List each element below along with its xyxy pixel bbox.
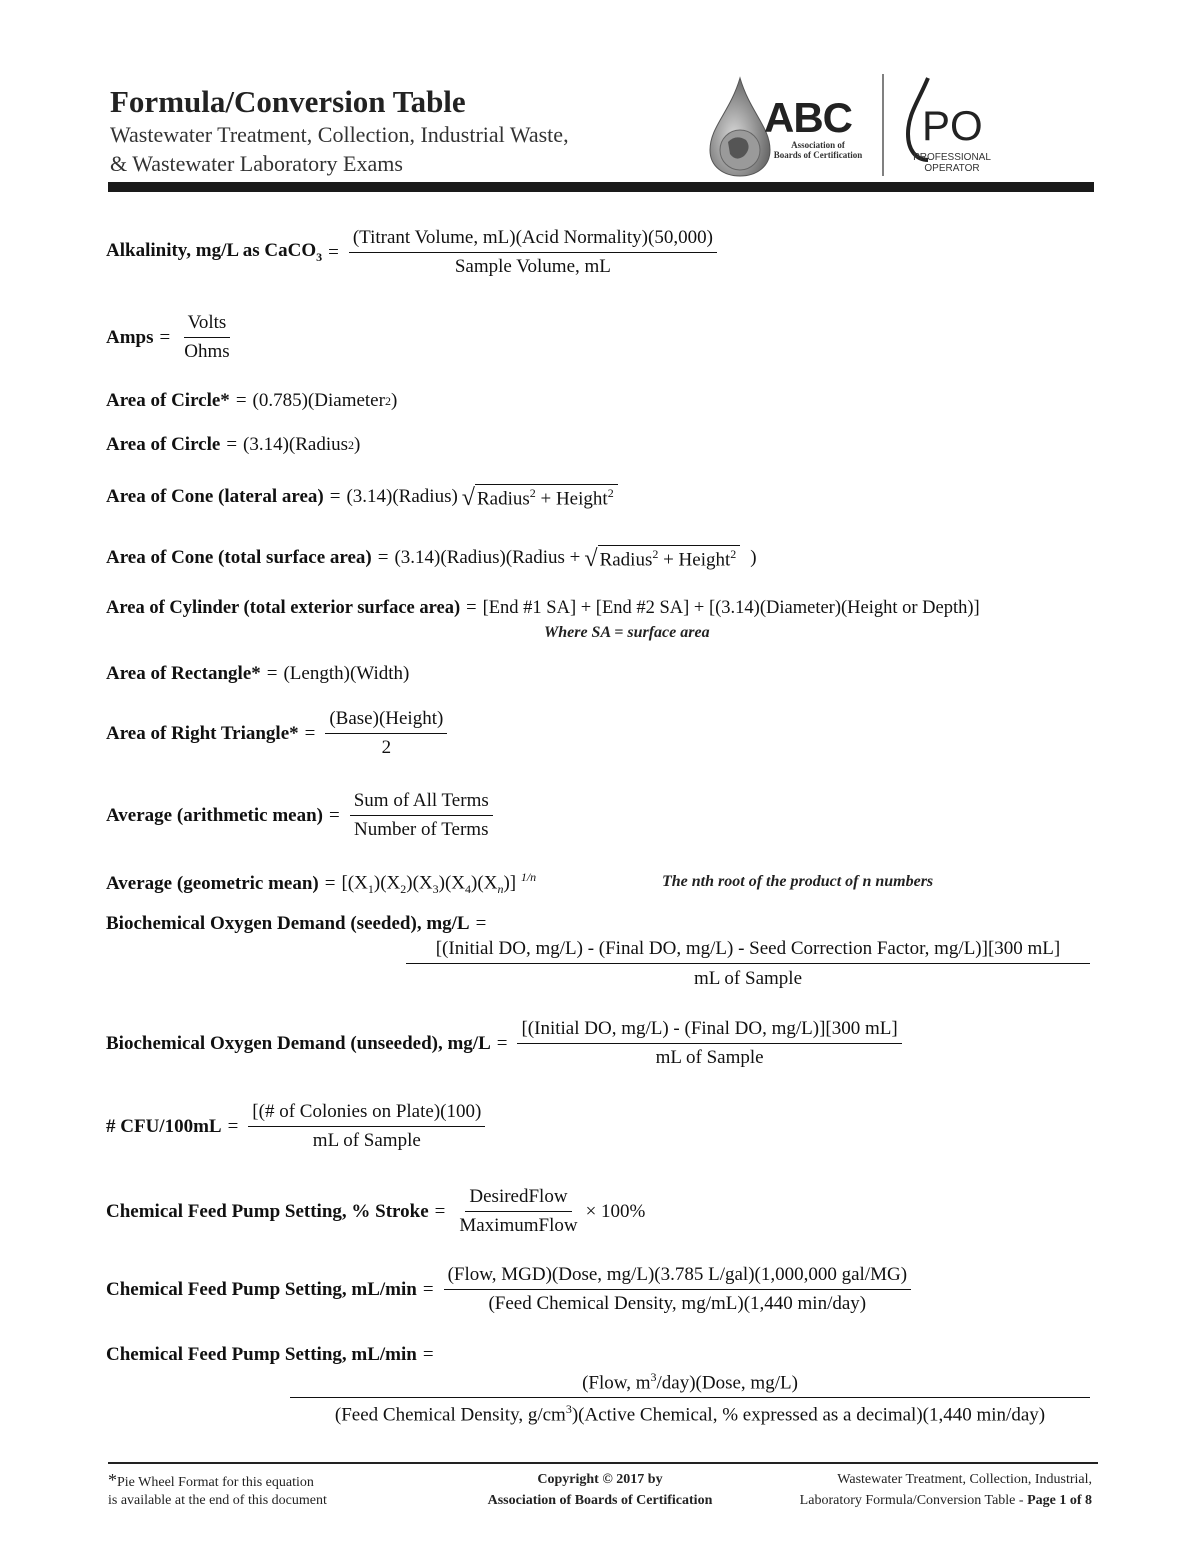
- numerator: Sum of All Terms: [350, 790, 493, 816]
- formula-cfu: [106, 1101, 489, 1152]
- abc-logo-caption-2: Boards of Certification: [773, 150, 863, 160]
- formula-average-arithmetic: [106, 790, 497, 841]
- equals-sign: =: [422, 1344, 434, 1365]
- formula-expression: (0.785)(Diameter: [252, 390, 385, 411]
- label-subscript: 3: [316, 249, 323, 264]
- formula-label: Area of Right Triangle*: [106, 722, 299, 744]
- formula-label: Biochemical Oxygen Demand (seeded), mg/L: [106, 913, 470, 934]
- equals-sign: =: [266, 663, 278, 684]
- formula-expression: (3.14)(Radius: [243, 434, 349, 455]
- formula-label: # CFU/100mL: [106, 1115, 222, 1137]
- fraction: [180, 312, 233, 363]
- equals-sign: =: [324, 872, 336, 894]
- footer-right-line-1: Wastewater Treatment, Collection, Industrial,: [837, 1472, 1092, 1487]
- equals-sign: =: [496, 1032, 508, 1054]
- equals-sign: =: [227, 1115, 239, 1137]
- header-divider: [108, 182, 1094, 192]
- denominator: (Feed Chemical Density, $g/cm^3)(Active$ Chemical, % expressed as a decimal)(1,440 min/day): [334, 1402, 1046, 1426]
- cylinder-note: Where SA = surface area: [544, 624, 710, 641]
- radical-sign-icon: √: [461, 485, 475, 512]
- denominator: mL of Sample: [694, 968, 802, 989]
- formula-amps: [106, 312, 238, 363]
- formula-label: Average (geometric mean): [106, 872, 319, 894]
- formula-label: Area of Circle: [106, 434, 221, 455]
- fraction: [349, 227, 717, 278]
- footer-copyright-line-2: Association of Boards of Certification: [487, 1493, 713, 1508]
- exponent: 2: [384, 393, 391, 408]
- footer-left-line-1: *Pie Wheel Format for this equation: [108, 1470, 314, 1490]
- close-paren: ): [390, 390, 398, 411]
- equals-sign: =: [434, 1200, 446, 1222]
- equals-sign: =: [304, 722, 316, 744]
- formula-alkalinity: [106, 227, 721, 278]
- formula-expression: (3.14)(Radius): [346, 486, 458, 508]
- formula-label: Chemical Feed Pump Setting, mL/min: [106, 1278, 417, 1300]
- square-root: [462, 484, 618, 510]
- abc-logo-text: ABC: [764, 94, 852, 141]
- footer-divider: [108, 1462, 1098, 1464]
- abc-logo-caption-1: Association of: [791, 140, 845, 150]
- geometric-mean-note: The nth root of the product of n numbers: [662, 873, 934, 890]
- root-term-b: + Height: [658, 549, 731, 571]
- formula-tail: × 100%: [585, 1200, 646, 1222]
- formula-average-geometric: [106, 870, 536, 897]
- equals-sign: =: [377, 547, 389, 569]
- numerator: (Flow, MGD)(Dose, mg/L)(3.785 L/gal)(1,000,000 gal/MG): [444, 1264, 911, 1290]
- po-logo-text: PO: [922, 102, 983, 149]
- root-term-a: Radius: [476, 488, 530, 510]
- equals-sign: =: [159, 326, 171, 348]
- abc-po-logo: [700, 72, 1000, 178]
- formula-label: Amps: [106, 326, 154, 348]
- formula-area-right-triangle: [106, 708, 451, 759]
- denominator: mL of Sample: [655, 1047, 764, 1068]
- numerator: [(Initial DO, mg/L) - (Final DO, mg/L) - Seed Correction Factor, mg/L)][300 mL]: [406, 938, 1090, 964]
- equals-sign: =: [329, 486, 341, 508]
- formula-expression: $[(X_1)(X_2)(X_3)(X_4)(X_n)]$ $^{1/n}$: [341, 870, 537, 897]
- denominator: MaximumFlow: [459, 1215, 578, 1236]
- denominator: (Feed Chemical Density, mg/mL)(1,440 min/day): [488, 1293, 867, 1314]
- formula-area-circle-diameter: [106, 390, 397, 412]
- numerator: Volts: [184, 312, 231, 338]
- formula-label: Area of Cone (lateral area): [106, 486, 324, 508]
- formula-area-rectangle: [106, 663, 409, 685]
- po-logo-caption-2: OPERATOR: [924, 163, 980, 174]
- formula-label: Chemical Feed Pump Setting, mL/min: [106, 1344, 417, 1365]
- numerator: [(# of Colonies on Plate)(100): [248, 1101, 485, 1127]
- numerator: DesiredFlow: [465, 1186, 571, 1212]
- equals-sign: =: [235, 390, 247, 411]
- formula-label: Alkalinity, mg/L as CaCO: [106, 240, 317, 262]
- exponent: 2: [348, 437, 355, 452]
- denominator: Ohms: [184, 341, 230, 362]
- formula-label: Area of Cone (total surface area): [106, 547, 372, 569]
- page-subtitle-1: Wastewater Treatment, Collection, Industrial Waste,: [110, 122, 569, 147]
- equals-sign: =: [329, 804, 340, 826]
- fraction: [350, 790, 493, 841]
- fraction: [248, 1101, 485, 1152]
- formula-label: Average (arithmetic mean): [106, 804, 323, 826]
- denominator: Sample Volume, mL: [454, 256, 611, 277]
- formula-label: Area of Rectangle*: [106, 663, 261, 684]
- radical-sign-icon: √: [584, 546, 598, 573]
- equals-sign: =: [328, 241, 339, 263]
- formula-pump-stroke: [106, 1186, 645, 1237]
- formula-area-cone-lateral: [106, 484, 618, 510]
- root-term-a: Radius: [599, 549, 653, 571]
- formula-label: Chemical Feed Pump Setting, % Stroke: [106, 1200, 429, 1222]
- formula-pump-ml-min-mgd: [106, 1264, 915, 1315]
- formula-expression: [End #1 SA] + [End #2 SA] + [(3.14)(Diameter)(Height or Depth)]: [482, 598, 980, 618]
- formula-area-cylinder: [106, 598, 980, 619]
- fraction: [455, 1186, 581, 1237]
- formula-label: Area of Circle*: [106, 390, 230, 411]
- formula-bod-unseeded: [106, 1018, 906, 1069]
- numerator: (Titrant Volume, mL)(Acid Normality)(50,000): [349, 227, 717, 253]
- page-title: Formula/Conversion Table: [110, 84, 466, 119]
- denominator: Number of Terms: [354, 819, 489, 840]
- page-subtitle-2: & Wastewater Laboratory Exams: [110, 151, 403, 176]
- formula-expression: (Length)(Width): [283, 663, 410, 684]
- footer-right-line-2: Laboratory Formula/Conversion Table - Page 1 of 8: [799, 1493, 1092, 1508]
- fraction: [325, 708, 447, 759]
- pump-ml-min-m3-fraction: [290, 1370, 1090, 1427]
- denominator: 2: [381, 737, 392, 758]
- page-number: Page 1 of 8: [1027, 1493, 1092, 1508]
- fraction: [517, 1018, 901, 1069]
- footer-copyright-line-1: Copyright © 2017 by: [537, 1472, 663, 1487]
- root-term-b: + Height: [535, 488, 608, 510]
- numerator: (Base)(Height): [325, 708, 447, 734]
- equals-sign: =: [422, 1278, 434, 1300]
- formula-area-cone-total: [106, 545, 757, 571]
- fraction: [444, 1264, 911, 1315]
- bod-seeded-fraction: [406, 938, 1090, 990]
- denominator: mL of Sample: [312, 1130, 421, 1151]
- equals-sign: =: [475, 913, 487, 934]
- formula-pump-ml-min-m3: [106, 1344, 440, 1366]
- equals-sign: =: [226, 434, 238, 455]
- formula-label: Biochemical Oxygen Demand (unseeded), mg/L: [106, 1032, 491, 1054]
- close-paren: ): [750, 547, 757, 569]
- footer-left-line-2: is available at the end of this document: [108, 1493, 327, 1508]
- numerator: [(Initial DO, mg/L) - (Final DO, mg/L)][300 mL]: [517, 1018, 901, 1044]
- formula-label: Area of Cylinder (total exterior surface area): [106, 598, 461, 618]
- close-paren: ): [354, 434, 361, 455]
- exponent: 1/n: [520, 870, 537, 884]
- exponent: 2: [607, 486, 614, 500]
- exponent: 2: [652, 547, 659, 561]
- formula-bod-seeded: [106, 913, 492, 935]
- formula-area-circle-radius: [106, 434, 360, 456]
- numerator: (Flow, $m^3/day)(Dose$, mg/L): [290, 1370, 1090, 1398]
- po-logo-caption-1: PROFESSIONAL: [913, 152, 991, 163]
- equals-sign: =: [466, 598, 477, 618]
- exponent: 2: [730, 547, 737, 561]
- formula-expression: (3.14)(Radius)(Radius +: [394, 547, 581, 569]
- exponent: 2: [529, 486, 536, 500]
- square-root: [584, 545, 740, 571]
